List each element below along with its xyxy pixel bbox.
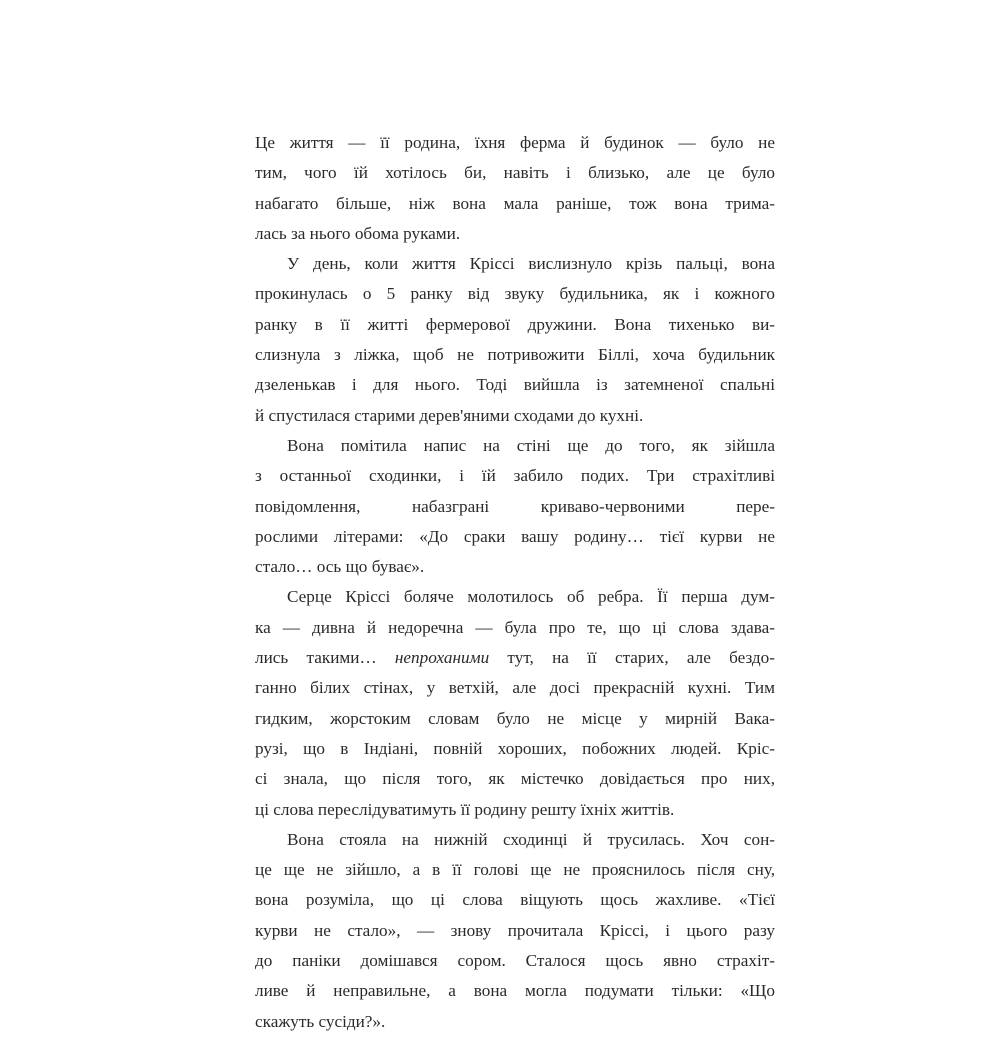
text-line: Вона помітила напис на стіні ще до того, як зійшла bbox=[287, 435, 775, 455]
text-line: це ще не зійшло, а в її голові ще не прояснилось після сну, bbox=[255, 860, 775, 880]
text-line: ці слова переслідуватимуть її родину решту їхніх життів. bbox=[255, 799, 675, 819]
text-line: лась за нього обома руками. bbox=[255, 223, 461, 243]
text-line: Це життя — її родина, їхня ферма й будинок — було не bbox=[255, 133, 775, 152]
text-fragment: тут, на її старих, але бездо- bbox=[489, 648, 775, 668]
paragraph-3 bbox=[255, 431, 775, 582]
text-line: ка — дивна й недоречна — була про те, що ці слова здава- bbox=[255, 617, 775, 637]
text-line: прокинулась о 5 ранку від звуку будильника, як і кожного bbox=[255, 284, 775, 304]
text-line: ранку в її житті фермерової дружини. Вона тихенько ви- bbox=[255, 314, 775, 334]
italic-word: непроханими bbox=[394, 648, 490, 668]
text-line: до паніки домішався сором. Сталося щось явно страхіт- bbox=[255, 951, 775, 971]
text-line: гидким, жорстоким словам було не місце у мирній Вака- bbox=[255, 708, 775, 728]
text-fragment: лись такими… bbox=[255, 648, 395, 668]
text-line: скажуть сусіди?». bbox=[255, 1011, 386, 1031]
paragraph-1 bbox=[255, 128, 775, 249]
text-line: Серце Кріссі боляче молотилось об ребра. Її перша дум- bbox=[287, 587, 775, 607]
text-line: рузі, що в Індіані, повній хороших, побожних людей. Кріс- bbox=[255, 738, 775, 758]
text-line: У день, коли життя Кріссі вислизнуло крізь пальці, вона bbox=[287, 254, 775, 274]
paragraph-5 bbox=[255, 825, 775, 1037]
text-line: тим, чого їй хотілось би, навіть і близько, але це було bbox=[255, 163, 775, 183]
text-line: набагато більше, ніж вона мала раніше, тож вона трима- bbox=[255, 193, 775, 213]
text-line: й спустилася старими дерев'яними сходами до кухні. bbox=[255, 405, 644, 425]
text-line: повідомлення, набазграні криваво-червоними пере- bbox=[255, 496, 775, 516]
text-line: дзеленькав і для нього. Тоді вийшла із затемненої спальні bbox=[255, 375, 775, 395]
text-line: вона розуміла, що ці слова віщують щось жахливе. «Тієї bbox=[255, 890, 775, 910]
text-line: рослими літерами: «До сраки вашу родину… тієї курви не bbox=[255, 526, 775, 546]
paragraph-2 bbox=[255, 249, 775, 431]
text-line: ганно білих стінах, у ветхій, але досі прекрасній кухні. Тим bbox=[255, 678, 775, 698]
text-line: стало… ось що буває». bbox=[255, 557, 425, 577]
text-line: слизнула з ліжка, щоб не потривожити Біллі, хоча будильник bbox=[255, 345, 775, 365]
text-line: курви не стало», — знову прочитала Кріссі, і цього разу bbox=[255, 920, 775, 940]
text-line: ливе й неправильне, а вона могла подумати тільки: «Що bbox=[255, 981, 775, 1001]
book-page-text bbox=[255, 128, 775, 1037]
paragraph-4 bbox=[255, 582, 775, 824]
text-line: Вона стояла на нижній сходинці й трусилась. Хоч сон- bbox=[287, 829, 775, 849]
text-line bbox=[255, 643, 775, 673]
text-line: з останньої сходинки, і їй забило подих. Три страхітливі bbox=[255, 466, 775, 486]
text-line: сі знала, що після того, як містечко довідається про них, bbox=[255, 769, 775, 789]
